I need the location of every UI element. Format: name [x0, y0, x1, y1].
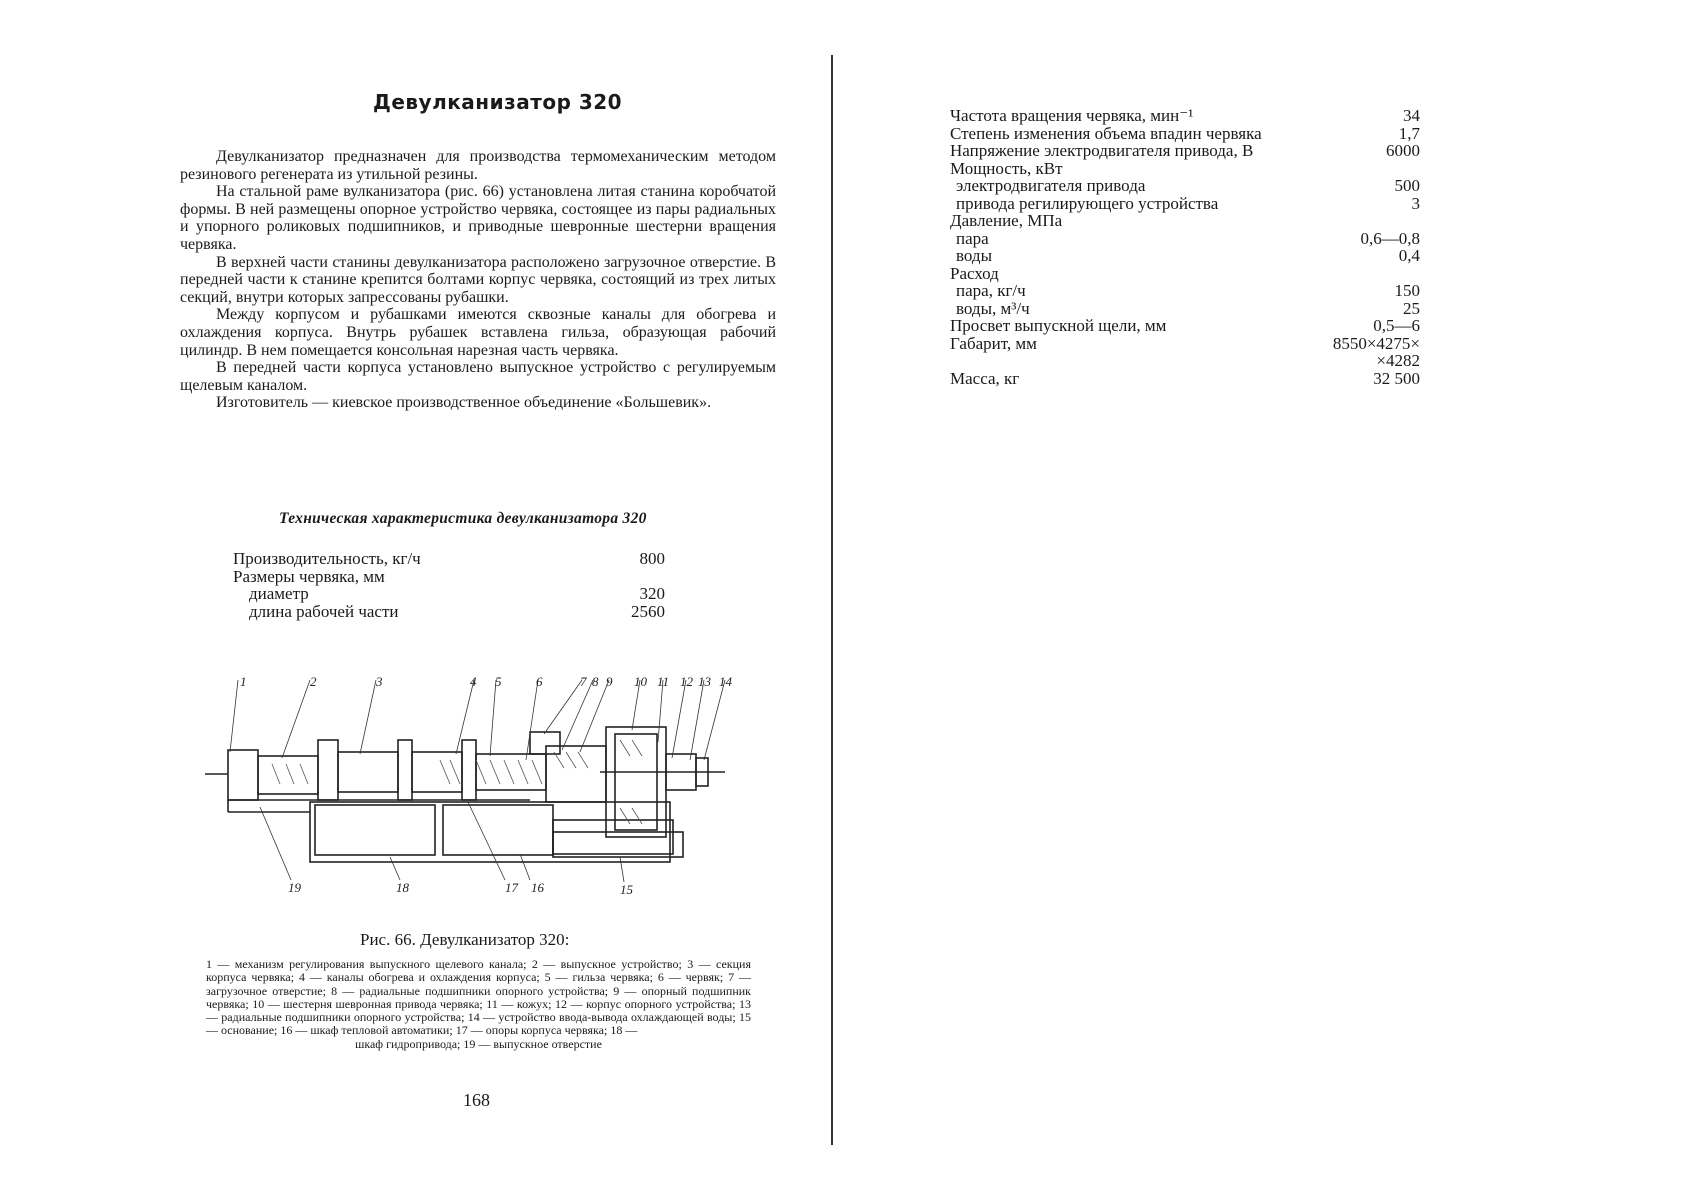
legend-text-last: шкаф гидропривода; 19 — выпускное отверстие: [355, 1036, 602, 1051]
spec-value: 1,7: [1398, 123, 1420, 143]
spec-value: 500: [1394, 176, 1420, 195]
figure-legend: [206, 958, 751, 1051]
spec-row: [950, 160, 1420, 178]
spec-row: [950, 282, 1420, 300]
spec-label: Производительность, кг/ч: [233, 549, 421, 568]
devulcanizer-drawing: [200, 672, 760, 912]
part-label: 12: [680, 674, 693, 689]
spec-label: пара, кг/ч: [956, 281, 1026, 300]
spec-label: длина рабочей части: [249, 601, 399, 621]
spec-label: Частота вращения червяка, мин⁻¹: [950, 106, 1194, 125]
spec-heading: Техническая характеристика девулканизатора 320: [279, 510, 647, 527]
spec-value: 320: [639, 584, 665, 603]
spec-value: [1296, 160, 1420, 178]
legend-text: 1 — механизм регулирования выпускного щелевого канала; 2 — выпускное устройство; 3 — секция корпуса червяка; 4 — каналы обогрева и охлаждения корпуса; 5 — гильза червяка; 6 — червяк; 7 — загрузочное отверстие; 8 — радиальные подшипники опорного устройства; 9 — опорный подшипник червяка; 10 — шестерня шевронная привода червяка; 11 — кожух; 12 — корпус опорного устройства; 13 — радиальные подшипники опорного устройства; 14 — устройство ввода-вывода охлаждающей воды; 15 — основание; 16 — шкаф тепловой автоматики; 17 — опоры корпуса червяка; 18 —: [206, 957, 751, 1038]
spec-row: [950, 352, 1420, 370]
drawing-outlet-mechanism: [228, 750, 258, 800]
spec-value: 3: [1411, 193, 1420, 213]
part-label: 14: [719, 674, 732, 689]
spec-value: 6000: [1386, 141, 1420, 160]
part-label: 4: [470, 674, 477, 689]
part-label: 16: [531, 880, 544, 895]
spec-value: 150: [1394, 281, 1420, 300]
part-label: 8: [592, 674, 599, 689]
spec-value: 32 500: [1373, 368, 1420, 388]
spec-row: [950, 177, 1420, 195]
spec-label: Масса, кг: [950, 368, 1020, 388]
spec-label: пара: [956, 228, 989, 248]
part-label: 13: [698, 674, 711, 689]
page-gutter: [831, 55, 833, 1145]
spec-label: Давление, МПа: [950, 211, 1063, 230]
spec-value: 0,6—0,8: [1360, 228, 1420, 248]
spec-row: [950, 265, 1420, 283]
spec-row: [950, 370, 1420, 388]
page-number: 168: [463, 1090, 490, 1110]
spec-label: [950, 352, 1296, 370]
spec-label: электродвигателя привода: [956, 176, 1146, 195]
spec-label: привода регилирующего устройства: [956, 193, 1219, 213]
paragraph: В верхней части станины девулканизатора расположено загрузочное отверстие. В передней части к станине крепится болтами корпус червяка, состоящий из трех литых секций, внутри которых запрессованы рубашки.: [180, 253, 776, 306]
part-label: 17: [505, 880, 518, 895]
spec-label: Мощность, кВт: [950, 158, 1063, 178]
spec-row: [950, 107, 1420, 125]
spec-row: [950, 335, 1420, 353]
spec-value: [1296, 212, 1420, 230]
paragraph: На стальной раме вулканизатора (рис. 66) установлена литая станина коробчатой формы. В ней размещены опорное устройство червяка, состоящее из пары радиальных и упорного роликовых подшипников, и приводные шевронные шестерни вращения червяка.: [180, 183, 776, 253]
paragraph: Девулканизатор предназначен для производства термомеханическим методом резинового регенерата из утильной резины.: [180, 148, 776, 183]
spec-value: 8550×4275×: [1332, 333, 1420, 353]
spec-label: диаметр: [249, 584, 309, 603]
spec-row: [950, 317, 1420, 335]
spec-value: 800: [639, 549, 665, 568]
spec-row: [233, 568, 665, 586]
spec-label: Просвет выпускной щели, мм: [950, 316, 1167, 335]
spec-row: [950, 247, 1420, 265]
page-title: Девулканизатор 320: [373, 90, 623, 114]
spec-value: 34: [1403, 106, 1420, 125]
spec-row: [233, 585, 665, 603]
drawing-feed-opening: [530, 732, 560, 754]
spec-value: [609, 568, 665, 586]
part-label: 19: [288, 880, 301, 895]
spec-label: воды, м³/ч: [956, 298, 1030, 318]
part-label: 10: [634, 674, 647, 689]
spec-row: [950, 142, 1420, 160]
part-label: 3: [376, 674, 383, 689]
spec-value: 2560: [631, 601, 665, 621]
spec-row: [233, 603, 665, 621]
spec-row: [950, 212, 1420, 230]
spec-value: 0,5—6: [1373, 316, 1420, 335]
spec-row: [950, 300, 1420, 318]
part-label: 7: [580, 674, 587, 689]
paragraph: Между корпусом и рубашками имеются сквозные каналы для обогрева и охлаждения корпуса. Внутрь рубашек вставлена гильза, образующая рабочий цилиндр. В нем помещается консольная нарезная часть червяка.: [180, 306, 776, 359]
spec-row: [233, 550, 665, 568]
part-label: 6: [536, 674, 543, 689]
spec-row: [950, 230, 1420, 248]
part-label: 15: [620, 882, 633, 897]
paragraph: В передней части корпуса установлено выпускное устройство с регулируемым щелевым каналом.: [180, 359, 776, 394]
part-label: 18: [396, 880, 409, 895]
spec-table-right: [950, 107, 1420, 387]
drawing-cabinet-thermal: [443, 805, 553, 855]
spec-label: Степень изменения объема впадин червяка: [950, 123, 1262, 143]
part-label: 1: [240, 674, 247, 689]
spec-row: [950, 125, 1420, 143]
drawing-barrel-section: [338, 752, 398, 792]
body-text: [180, 148, 776, 412]
spec-label: Напряжение электродвигателя привода, В: [950, 141, 1254, 160]
spec-value: 0,4: [1398, 246, 1420, 265]
spec-label: Габарит, мм: [950, 333, 1037, 353]
part-label: 9: [606, 674, 613, 689]
spec-table-left: [233, 550, 665, 620]
drawing-cabinet-hydraulic: [315, 805, 435, 855]
paragraph: Изготовитель — киевское производственное объединение «Большевик».: [216, 394, 712, 412]
part-label: 2: [310, 674, 317, 689]
spec-label: воды: [956, 246, 992, 265]
spec-label: Размеры червяка, мм: [233, 566, 385, 586]
spec-value: 25: [1403, 298, 1420, 318]
spec-row: [950, 195, 1420, 213]
spec-value: ×4282: [1376, 351, 1420, 370]
spec-value: [1296, 265, 1420, 283]
part-label: 11: [657, 674, 670, 689]
figure-caption: Рис. 66. Девулканизатор 320:: [360, 930, 570, 949]
part-label: 5: [495, 674, 502, 689]
spec-label: Расход: [950, 263, 999, 283]
